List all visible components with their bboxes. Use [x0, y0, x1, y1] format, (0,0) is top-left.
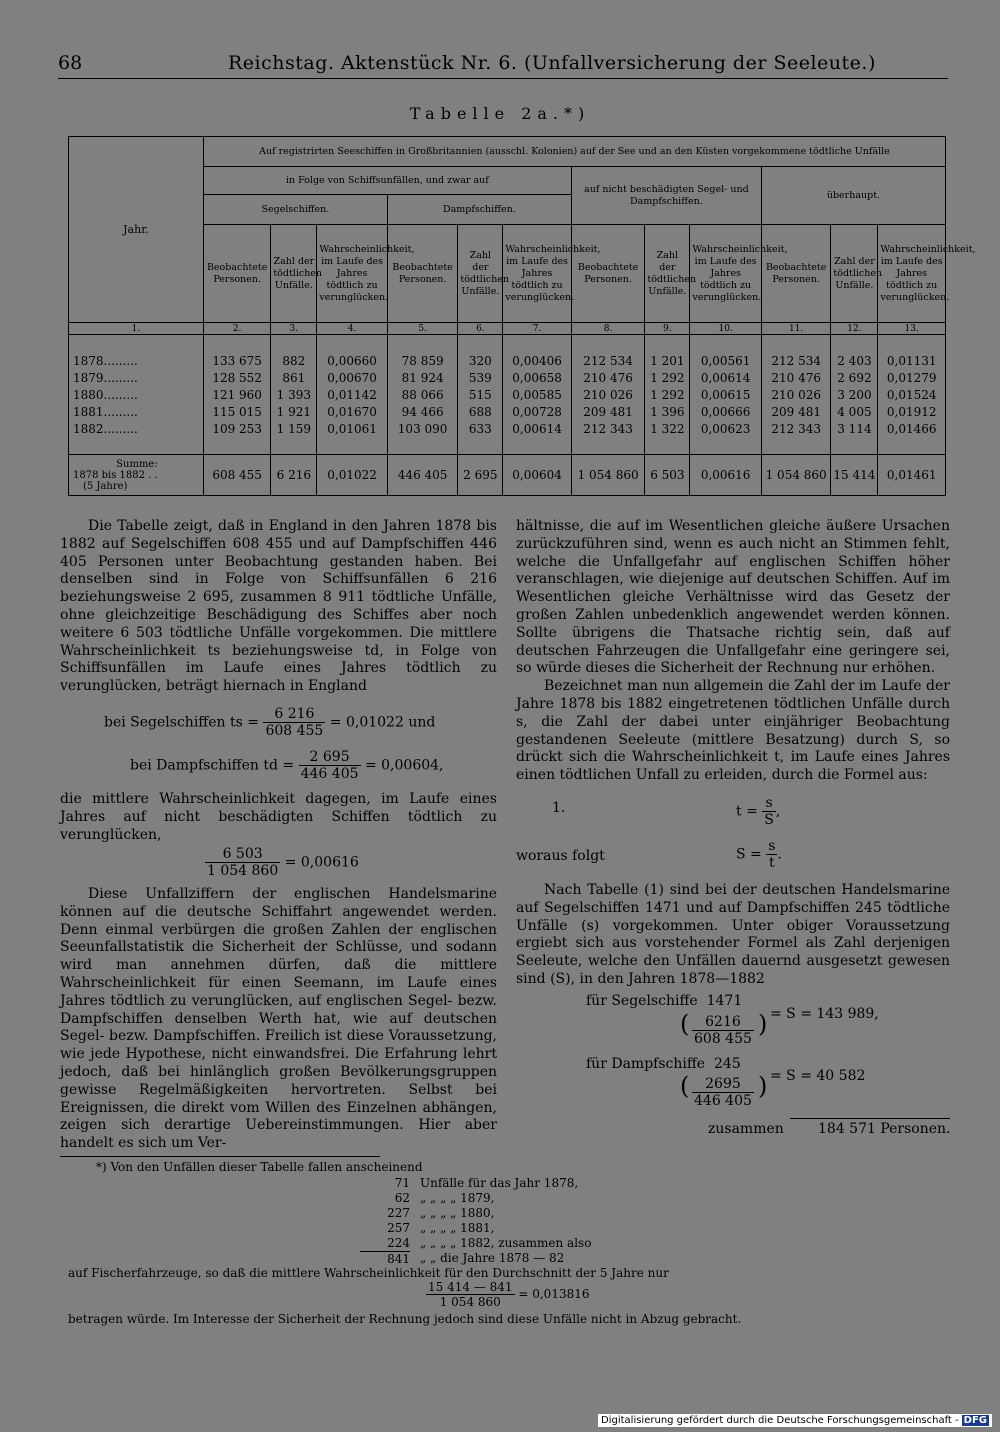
left-column-p2 — [60, 791, 497, 844]
calc-segel-fraction — [692, 1014, 754, 1047]
table-cell: 109 253 — [203, 420, 270, 437]
paren-open: ( — [680, 1072, 690, 1100]
footnote-rule — [60, 1156, 380, 1157]
numerator: 15 414 — 841 — [428, 1280, 513, 1294]
denominator: 446 405 — [300, 766, 359, 782]
denominator: t — [769, 855, 775, 871]
numerator: 6 503 — [205, 846, 280, 863]
eq1-label: 1. — [552, 800, 566, 816]
sum-label: Summe: — [116, 458, 158, 470]
denominator: 446 405 — [694, 1093, 752, 1109]
sub-zahl: Zahl der tödtlichen Unfälle. — [645, 225, 690, 323]
table-cell: 0,00670 — [317, 369, 388, 386]
footnote-text: „ „ „ „ 1879, — [420, 1191, 495, 1205]
eq-lhs: t = — [736, 803, 758, 820]
table-cell: 88 066 — [387, 386, 458, 403]
fraction — [299, 749, 361, 782]
column-number: 10. — [690, 323, 762, 335]
denominator: 608 455 — [694, 1031, 752, 1047]
column-number: 4. — [317, 323, 388, 335]
calc-sum-value: 184 571 Personen. — [818, 1121, 951, 1137]
sum-label-cell — [69, 455, 204, 496]
sub-wahrscheinlichkeit: Wahrscheinlichkeit, im Laufe des Jahres tödtlich zu verunglücken. — [690, 225, 762, 323]
left-column-p3 — [60, 886, 497, 1153]
footnote-text: Unfälle für das Jahr 1878, — [420, 1176, 579, 1190]
footnote-number: 71 — [394, 1176, 410, 1190]
sum-rule — [790, 1118, 950, 1119]
column-number: 2. — [203, 323, 270, 335]
table-cell: 3 200 — [831, 386, 878, 403]
formula-label: bei Dampfschiffen td = — [130, 757, 295, 774]
table-cell: 210 026 — [761, 386, 831, 403]
footnote-text: „ „ „ „ 1881, — [420, 1221, 495, 1235]
formula-result: = 0,00604, — [364, 757, 444, 774]
sum-cell: 1 054 860 — [761, 455, 831, 496]
numerator: 6 216 — [263, 706, 325, 723]
group-ueberhaupt: überhaupt. — [761, 167, 945, 225]
row-year: 1882......... — [69, 420, 204, 437]
table-title: Tabelle 2a.*) — [409, 104, 591, 123]
paragraph: Die Tabelle zeigt, daß in England in den Jahren 1878 bis 1882 auf Segelschiffen 608 455 und auf Dampfschiffen 446 405 Personen unter Beobachtung gestanden haben. Bei denselben sind in Folge von Schiffsunfällen 6 216 beziehungsweise 2 695, zusammen 8 911 tödtliche Unfälle, ohne gleichzeitige Beschädigung des Schiffes aber noch weitere 6 503 tödtliche Unfälle vorgekommen. Die mittlere Wahrscheinlichkeit ts beziehungsweise td, in Folge von Schiffsunfällen im Laufe eines Jahres tödtlich zu verunglücken, beträgt hiernach in England — [60, 518, 497, 695]
table-cell: 0,00614 — [690, 369, 762, 386]
sub-wahrscheinlichkeit: Wahrscheinlichkeit, im Laufe des Jahres tödtlich zu verunglücken. — [878, 225, 946, 323]
column-number: 5. — [387, 323, 458, 335]
table-cell: 0,00406 — [503, 352, 571, 369]
table-cell: 0,01670 — [317, 403, 388, 420]
table-cell: 320 — [458, 352, 503, 369]
table-cell: 0,00658 — [503, 369, 571, 386]
group-schiffsunfaelle: in Folge von Schiffsunfällen, und zwar auf — [203, 167, 571, 195]
table-cell: 0,01279 — [878, 369, 946, 386]
table-cell: 0,00585 — [503, 386, 571, 403]
table-cell: 1 292 — [645, 369, 690, 386]
table-cell: 115 015 — [203, 403, 270, 420]
numerator: 2695 — [692, 1076, 754, 1093]
fraction — [762, 795, 776, 828]
formula-segel — [104, 706, 435, 739]
column-number: 11. — [761, 323, 831, 335]
fraction-result: = 0,013816 — [518, 1287, 590, 1301]
sum-cell: 608 455 — [203, 455, 270, 496]
footnote-intro: *) Von den Unfällen dieser Tabelle fallen anscheinend — [96, 1160, 423, 1174]
footnote-fraction — [426, 1280, 590, 1309]
eq-lhs: S = — [736, 846, 762, 863]
table-cell: 212 534 — [761, 352, 831, 369]
table-cell: 103 090 — [387, 420, 458, 437]
table-cell: 0,00614 — [503, 420, 571, 437]
column-number: 6. — [458, 323, 503, 335]
credit-text: Digitalisierung gefördert durch die Deutsche Forschungsgemeinschaft - — [601, 1415, 959, 1426]
sub-zahl: Zahl der tödtlichen Unfälle. — [831, 225, 878, 323]
left-column-p1 — [60, 518, 497, 696]
sub-beobachtete: Beobachtete Personen. — [203, 225, 270, 323]
sum-cell: 2 695 — [458, 455, 503, 496]
footnote-number: 227 — [387, 1206, 410, 1220]
sub-beobachtete: Beobachtete Personen. — [387, 225, 458, 323]
sub-zahl: Zahl der tödtlichen Unfälle. — [271, 225, 317, 323]
table-cell: 121 960 — [203, 386, 270, 403]
group-nicht-beschaedigt: auf nicht beschädigten Segel- und Dampfschiffen. — [571, 167, 761, 225]
column-number: 1. — [69, 323, 204, 335]
calc-top: 1471 — [706, 993, 743, 1009]
group-dampfschiffe: Dampfschiffen. — [387, 195, 571, 225]
paragraph: Diese Unfallziffern der englischen Handelsmarine können auf die deutsche Schiffahrt angewendet werden. Denn einmal verbürgen die großen Zahlen der englischen Seeunfallstatistik die Sicherheit der Schlüsse, und sodann wird man annehmen dürfen, daß die mittlere Wahrscheinlichkeit für einen Seemann, im Laufe eines Jahres tödtlich zu verunglücken, auf englischen Segel- bezw. Dampfschiffen denselben Werth hat, wie auf deutschen Segel- bezw. Dampfschiffen. Freilich ist diese Voraussetzung, wie jede Hypothese, nicht einwandsfrei. Die Erfahrung lehrt jedoch, daß bei hinlänglich großen Bevölkerungsgruppen gewisse Regelmäßigkeiten hervortreten. Selbst bei Ereignissen, die direkt vom Willen des Einzelnen abhängen, zeigen sich derartige Uebereinstimmungen. Hier aber handelt es sich um Ver- — [60, 886, 497, 1152]
table-cell: 0,01524 — [878, 386, 946, 403]
column-number: 9. — [645, 323, 690, 335]
table-top-header: Auf registrirten Seeschiffen in Großbritannien (ausschl. Kolonien) auf der See und an den Küsten vorgekommene tödtliche Unfälle — [203, 137, 945, 167]
sum-cell: 15 414 — [831, 455, 878, 496]
fraction — [263, 706, 325, 739]
footnote-numbers — [360, 1176, 410, 1267]
table-cell: 210 476 — [571, 369, 645, 386]
table-cell: 882 — [271, 352, 317, 369]
table-cell: 0,00666 — [690, 403, 762, 420]
sum-cell: 6 503 — [645, 455, 690, 496]
sub-wahrscheinlichkeit: Wahrscheinlichkeit, im Laufe des Jahres tödtlich zu verunglücken. — [317, 225, 388, 323]
table-cell: 1 393 — [271, 386, 317, 403]
fraction — [426, 1280, 515, 1309]
sub-wahrscheinlichkeit: Wahrscheinlichkeit, im Laufe des Jahres tödtlich zu verunglücken. — [503, 225, 571, 323]
table-row — [69, 386, 946, 403]
table-cell: 0,01142 — [317, 386, 388, 403]
denominator: S — [764, 812, 774, 828]
table-cell: 1 322 — [645, 420, 690, 437]
formula-dampf — [130, 749, 444, 782]
column-number-row — [69, 323, 946, 335]
table-row — [69, 369, 946, 386]
dfg-logo: DFG — [963, 1415, 987, 1426]
table-cell: 0,01061 — [317, 420, 388, 437]
paren-close: ) — [758, 1072, 768, 1100]
right-column-p1 — [516, 518, 950, 785]
denominator: 1 054 860 — [207, 863, 279, 879]
table-cell: 3 114 — [831, 420, 878, 437]
calc-label: für Segelschiffe — [586, 993, 698, 1009]
formula-nicht — [205, 846, 359, 879]
numerator: 6216 — [692, 1014, 754, 1031]
row-year: 1879......... — [69, 369, 204, 386]
table-cell: 0,00660 — [317, 352, 388, 369]
table-cell: 212 343 — [761, 420, 831, 437]
table-cell: 212 534 — [571, 352, 645, 369]
footnote-line3: betragen würde. Im Interesse der Sicherheit der Rechnung jedoch sind diese Unfälle nicht in Abzug gebracht. — [68, 1312, 742, 1326]
table-row — [69, 420, 946, 437]
sum-cell: 1 054 860 — [571, 455, 645, 496]
table-cell: 1 921 — [271, 403, 317, 420]
formula-result: = 0,01022 und — [329, 714, 436, 731]
footnote-number: 62 — [394, 1191, 410, 1205]
sub-zahl: Zahl der tödtlichen Unfälle. — [458, 225, 503, 323]
calc-segel-label — [586, 993, 742, 1009]
paragraph: hältnisse, die auf im Wesentlichen gleiche äußere Ursachen zurückzuführen sind, wenn es auch nicht an Stimmen fehlt, welche die Unfallgefahr auf englischen Schiffen höher veranschlagen, wie diejenige auf deutschen Schiffen. Auf im Wesentlichen gleiche Verhältnisse wird das Gesetz der großen Zahlen unbedenklich angewendet werden können. Sollte übrigens die Thatsache richtig sein, daß auf deutschen Fahrzeugen die Unfallgefahr eine geringere sei, so würde dieses die Sicherheit der Rechnung nur erhöhen. — [516, 518, 950, 677]
column-number: 7. — [503, 323, 571, 335]
page-title: Reichstag. Aktenstück Nr. 6. (Unfallversicherung der Seeleute.) — [228, 52, 876, 74]
numerator: 2 695 — [299, 749, 361, 766]
numerator: s — [762, 795, 776, 812]
column-number: 13. — [878, 323, 946, 335]
table-cell: 633 — [458, 420, 503, 437]
table-cell: 210 026 — [571, 386, 645, 403]
numerator: s — [768, 838, 776, 854]
sum-cell: 6 216 — [271, 455, 317, 496]
column-number: 12. — [831, 323, 878, 335]
table-cell: 209 481 — [571, 403, 645, 420]
calc-segel-result: = S = 143 989, — [770, 1006, 879, 1022]
sum-cell: 0,01022 — [317, 455, 388, 496]
footnote-text: „ „ die Jahre 1878 — 82 — [420, 1251, 565, 1265]
footnote-line2: auf Fischerfahrzeuge, so daß die mittlere Wahrscheinlichkeit für den Durchschnitt der 5 Jahre nur — [68, 1266, 669, 1280]
calc-dampf-fraction — [692, 1076, 754, 1109]
sum-cell: 0,00616 — [690, 455, 762, 496]
table-sum-row — [69, 455, 946, 496]
table-cell: 2 403 — [831, 352, 878, 369]
table-cell: 861 — [271, 369, 317, 386]
fraction — [766, 838, 777, 871]
page-number: 68 — [58, 52, 83, 74]
fraction — [205, 846, 280, 879]
formula-result: = 0,00616 — [284, 854, 359, 871]
table-cell: 0,01466 — [878, 420, 946, 437]
table-cell: 212 343 — [571, 420, 645, 437]
formula-label: bei Segelschiffen ts = — [104, 714, 259, 731]
eq-post: , — [775, 803, 781, 820]
eq-post: . — [777, 846, 782, 863]
footnote-number: 841 — [360, 1251, 410, 1267]
footnote-number: 257 — [387, 1221, 410, 1235]
row-year: 1878......... — [69, 352, 204, 369]
table-cell: 1 159 — [271, 420, 317, 437]
right-column-p3 — [516, 882, 950, 989]
table-cell: 128 552 — [203, 369, 270, 386]
table-cell: 0,00561 — [690, 352, 762, 369]
sum-range: 1878 bis 1882 . . — [73, 469, 158, 481]
table-cell: 0,01131 — [878, 352, 946, 369]
fraction — [692, 1076, 754, 1109]
table-cell: 688 — [458, 403, 503, 420]
row-year: 1881......... — [69, 403, 204, 420]
paragraph: Bezeichnet man nun allgemein die Zahl der im Laufe der Jahre 1878 bis 1882 eingetretenen tödtlichen Unfälle durch s, die Zahl der dabei unter einjähriger Beobachtung gestandenen Seeleute (mittlere Besatzung) durch S, so drückt sich die Wahrscheinlichkeit t, im Laufe eines Jahres einen tödtlichen Unfall zu erleiden, durch die Formel aus: — [516, 678, 950, 784]
group-segelschiffe: Segelschiffen. — [203, 195, 387, 225]
table-cell: 0,01912 — [878, 403, 946, 420]
table-cell: 2 692 — [831, 369, 878, 386]
table-cell: 0,00728 — [503, 403, 571, 420]
eq2-label: woraus folgt — [516, 848, 605, 864]
table-cell: 133 675 — [203, 352, 270, 369]
calc-label: für Dampfschiffe — [586, 1056, 706, 1072]
row-year: 1880......... — [69, 386, 204, 403]
table-cell: 1 396 — [645, 403, 690, 420]
table-cell: 0,00623 — [690, 420, 762, 437]
footnote-text: „ „ „ „ 1882, zusammen also — [420, 1236, 592, 1250]
table-cell: 1 292 — [645, 386, 690, 403]
table-cell: 210 476 — [761, 369, 831, 386]
denominator: 608 455 — [265, 723, 324, 739]
paren-open: ( — [680, 1010, 690, 1038]
sub-beobachtete: Beobachtete Personen. — [761, 225, 831, 323]
table-cell: 4 005 — [831, 403, 878, 420]
sum-years: (5 Jahre) — [83, 480, 128, 492]
table-cell: 81 924 — [387, 369, 458, 386]
calc-dampf-label — [586, 1056, 741, 1072]
table-row — [69, 352, 946, 369]
calc-top: 245 — [714, 1056, 741, 1072]
table-cell: 515 — [458, 386, 503, 403]
footnote-texts — [420, 1176, 591, 1266]
paren-close: ) — [758, 1010, 768, 1038]
sum-cell: 0,00604 — [503, 455, 571, 496]
eq1 — [736, 795, 780, 828]
table-cell: 209 481 — [761, 403, 831, 420]
calc-dampf-result: = S = 40 582 — [770, 1068, 866, 1084]
table-cell: 94 466 — [387, 403, 458, 420]
column-number: 8. — [571, 323, 645, 335]
paragraph: die mittlere Wahrscheinlichkeit dagegen, im Laufe eines Jahres auf nicht beschädigten Schiffen tödtlich zu verunglücken, — [60, 791, 497, 843]
denominator: 1 054 860 — [439, 1295, 501, 1309]
table-cell: 0,00615 — [690, 386, 762, 403]
table-cell: 539 — [458, 369, 503, 386]
footer-credit — [598, 1414, 992, 1427]
col-header-jahr: Jahr. — [69, 137, 204, 323]
fraction — [692, 1014, 754, 1047]
table-cell: 1 201 — [645, 352, 690, 369]
footnote-text: „ „ „ „ 1880, — [420, 1206, 495, 1220]
footnote-number: 224 — [387, 1236, 410, 1250]
data-table — [68, 136, 976, 496]
eq2 — [736, 838, 782, 871]
column-number: 3. — [271, 323, 317, 335]
sum-cell: 446 405 — [387, 455, 458, 496]
sum-cell: 0,01461 — [878, 455, 946, 496]
table-cell: 78 859 — [387, 352, 458, 369]
paragraph: Nach Tabelle (1) sind bei der deutschen Handelsmarine auf Segelschiffen 1471 und auf Dampfschiffen 245 tödtliche Unfälle (s) vorgekommen. Unter obiger Voraussetzung ergiebt sich aus vorstehender Formel als Zahl derjenigen Seeleute, welche den Unfällen dauernd ausgesetzt gewesen sind (S), in den Jahren 1878—1882 — [516, 882, 950, 987]
table-row — [69, 403, 946, 420]
calc-sum-label: zusammen — [708, 1121, 784, 1137]
sub-beobachtete: Beobachtete Personen. — [571, 225, 645, 323]
header-rule — [58, 78, 948, 79]
